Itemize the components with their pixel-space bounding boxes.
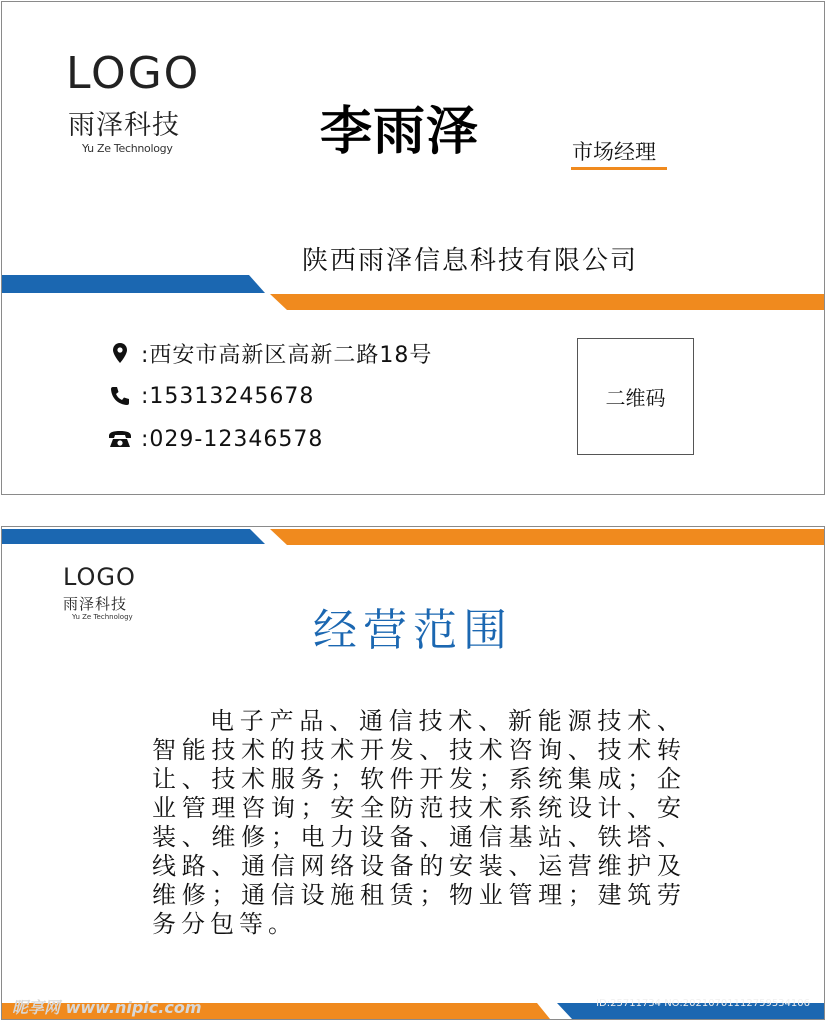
telephone-value: :029-12346578	[141, 426, 324, 452]
telephone-icon	[105, 424, 135, 454]
qr-code-placeholder	[577, 338, 694, 455]
business-card-front	[1, 1, 825, 495]
brand-name-en: Yu Ze Technology	[82, 142, 173, 155]
phone-icon	[105, 381, 135, 411]
business-scope-title: 经营范围	[313, 605, 513, 656]
brand-name-cn-small: 雨泽科技	[63, 595, 128, 613]
address-value: :西安市高新区高新二路18号	[141, 342, 433, 368]
watermark-site: 昵享网 www.nipic.com	[12, 998, 202, 1017]
business-scope-text: 电子产品、通信技术、新能源技术、智能技术的技术开发、技术咨询、技术转让、技术服务；软件开发；系统集成；企业管理咨询；安全防范技术系统设计、安装、维修；电力设备、通信基站、铁塔、线路、通信网络设备的安装、运营维护及维修；通信设施租赁；物业管理；建筑劳务分包等。	[152, 707, 686, 938]
top-blue-stripe	[2, 529, 265, 544]
brand-name-en-small: Yu Ze Technology	[72, 613, 133, 621]
business-card-back	[1, 526, 825, 1020]
top-orange-stripe	[270, 529, 824, 545]
contact-telephone	[105, 423, 323, 455]
person-title: 市场经理	[572, 140, 656, 164]
front-divider-stripes	[2, 2, 824, 494]
logo-text-small: LOGO	[63, 563, 136, 591]
contact-mobile	[105, 380, 314, 412]
mobile-value: :15313245678	[141, 383, 315, 409]
company-name: 陕西雨泽信息科技有限公司	[302, 246, 639, 276]
blue-stripe	[2, 275, 265, 293]
brand-name-cn: 雨泽科技	[68, 110, 180, 141]
logo-text: LOGO	[66, 48, 201, 99]
person-name: 李雨泽	[320, 102, 480, 162]
watermark-id: ID:25711734 NO:20210701112759534106	[596, 998, 810, 1009]
location-pin-icon	[105, 338, 135, 368]
qr-code-label: 二维码	[605, 386, 666, 410]
orange-stripe	[270, 294, 824, 310]
contact-address	[105, 337, 432, 369]
